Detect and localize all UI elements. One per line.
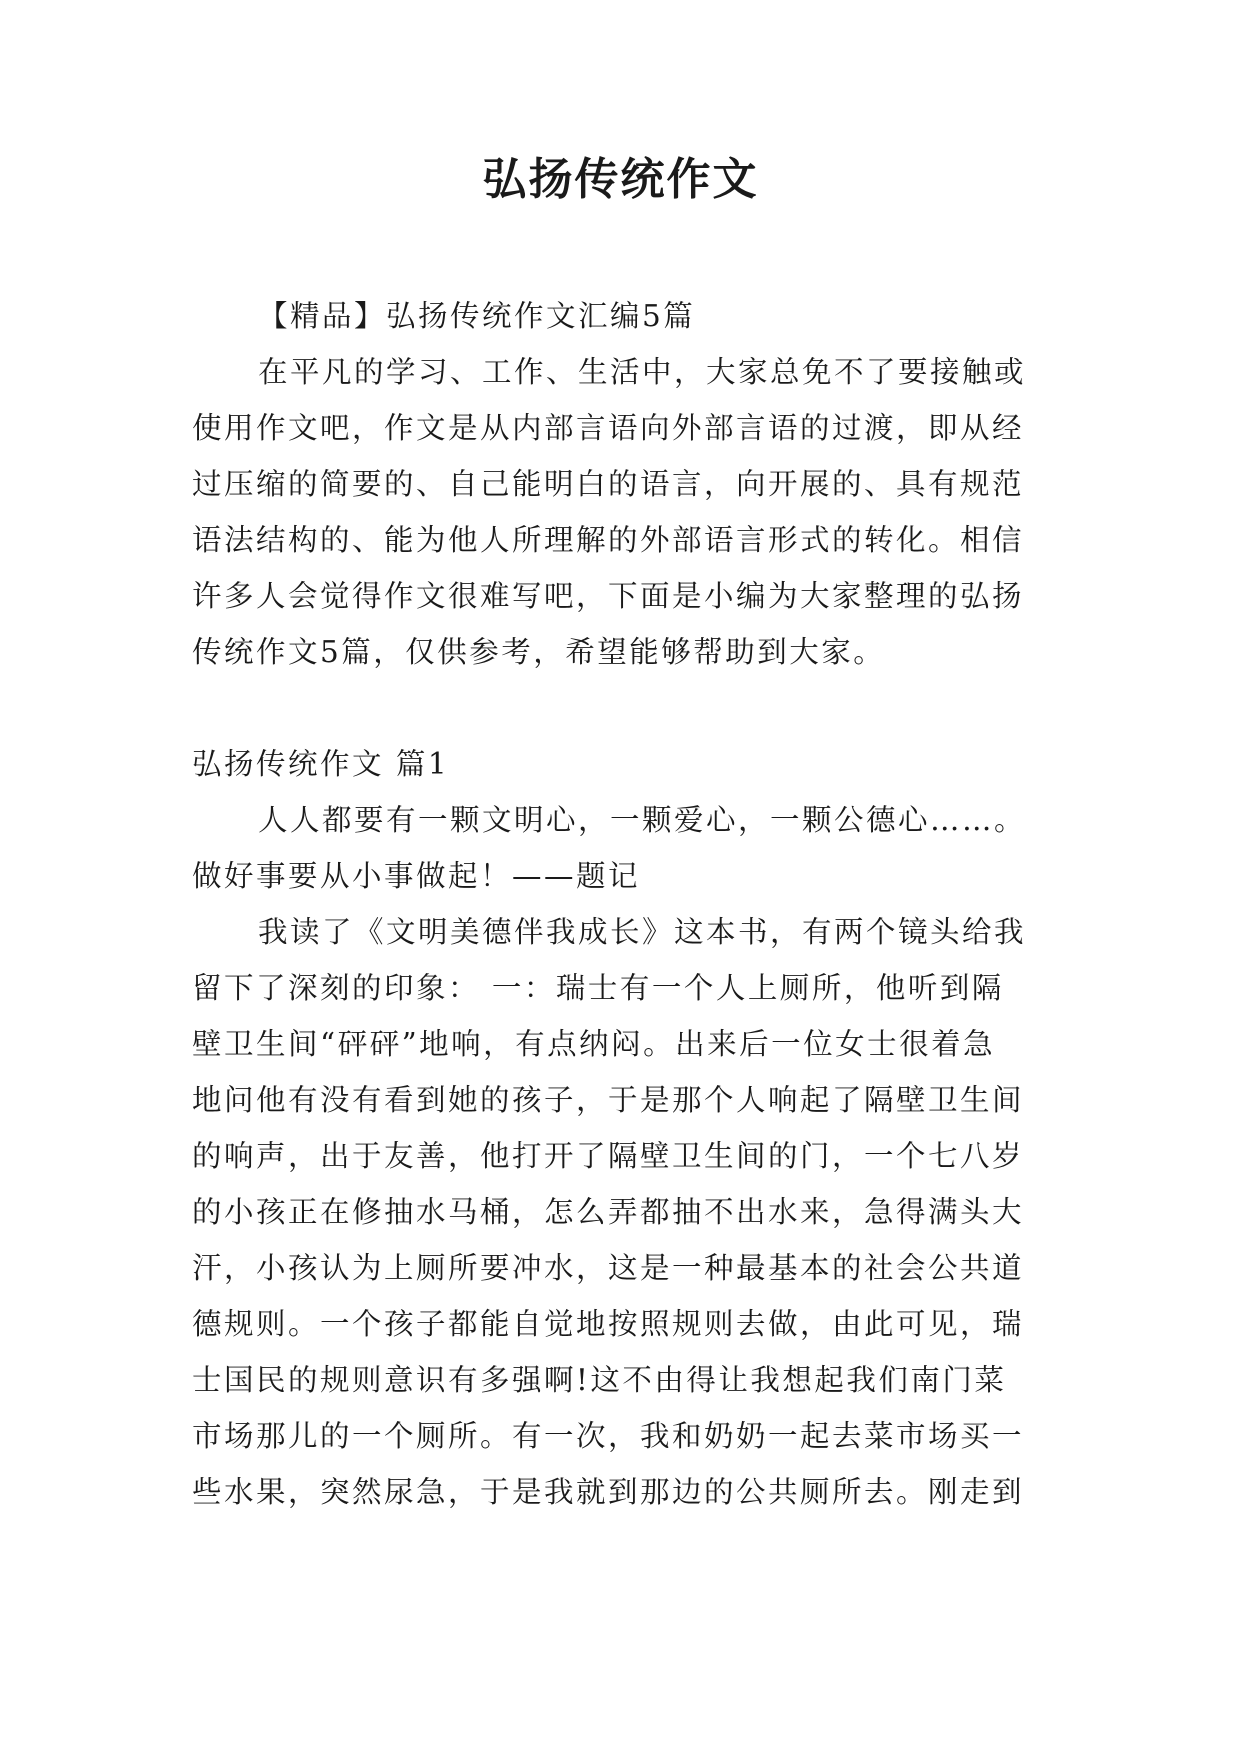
epigraph-paragraph: 人人都要有一颗文明心，一颗爱心，一颗公德心……。 做好事要从小事做起！——题记 (192, 803, 1027, 893)
document-title: 弘扬传统作文 (482, 154, 759, 205)
subtitle-line: 【精品】弘扬传统作文汇编5篇 (258, 299, 696, 333)
section-heading: 弘扬传统作文 篇1 (192, 747, 450, 781)
paragraph-gap (192, 680, 1054, 736)
document-body (192, 288, 1054, 1520)
essay-paragraph: 我读了《文明美德伴我成长》这本书，有两个镜头给我 留下了深刻的印象： 一：瑞士有一个人上厕所，他听到隔 壁卫生间“砰砰”地响，有点纳闷。出来后一位女士很着急 地问他有没有看到她的孩子，于是那个人响起了隔壁卫生间 的响声，出于友善，他打开了隔壁卫生间的门，一个七八岁 的小孩正在修抽水马桶，怎么弄都抽不出水来，急得满头大 汗，小孩认为上厕所要冲水，这是一种最基本的社会公共道 德规则。一个孩子都能自觉地按照规则去做，由此可见，瑞 士国民的规则意识有多强啊!这不由得让我想起我们南门菜 市场那儿的一个厕所。有一次，我和奶奶一起去菜市场买一 些水果，突然尿急，于是我就到那边的公共厕所去。刚走到 (192, 915, 1027, 1509)
intro-paragraph: 在平凡的学习、工作、生活中，大家总免不了要接触或 使用作文吧，作文是从内部言语向外部言语的过渡，即从经 过压缩的简要的、自己能明白的语言，向开展的、具有规范 语法结构的、能为他人所理解的外部语言形式的转化。相信 许多人会觉得作文很难写吧，下面是小编为大家整理的弘扬 传统作文5篇，仅供参考，希望能够帮助到大家。 (192, 355, 1027, 669)
